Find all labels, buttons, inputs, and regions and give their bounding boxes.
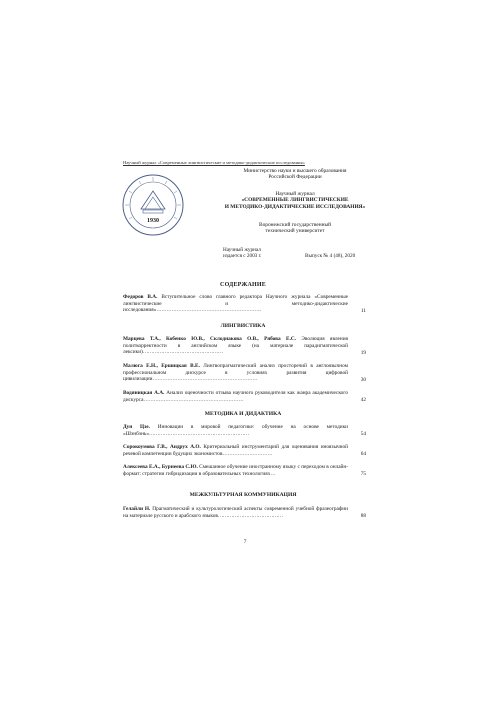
running-head: Научный журнал «Современные лингвистические и методико-дидактические исследования» xyxy=(123,160,305,165)
entry-page: 11 xyxy=(360,308,366,314)
university-line: технический университет xyxy=(265,228,325,235)
entry-title: Лингвопрагматический анализ просторечий в англоязычном профессиональном дискурсе в условиях развития цифровой цивилизации xyxy=(123,363,348,383)
since-line: издается с 2003 г. xyxy=(223,253,262,260)
entry-authors: Гелайли Н. xyxy=(123,506,151,512)
journal-title: «СОВРЕМЕННЫЕ ЛИНГВИСТИЧЕСКИЕ xyxy=(241,197,349,204)
university-seal-icon xyxy=(121,173,185,237)
page-number: 7 xyxy=(243,539,247,545)
entry-authors: Марцева Т.А., Кобенко Ю.В., Склоднакова О.В., Рябова Е.С. xyxy=(123,336,297,342)
entry-authors: Сорокоумова Г.В., Андрух А.О. xyxy=(123,444,201,450)
entry-page: 54 xyxy=(360,431,366,437)
entry-page: 64 xyxy=(360,451,366,457)
toc-entry[interactable]: Марцева Т.А., Кобенко Ю.В., Склоднакова О.В., Рябова Е.С. Эволюция явления политкорректности в английском языке (на материале парадигматической лексики)………………………………………… xyxy=(123,336,348,356)
entry-page: 30 xyxy=(360,377,366,383)
toc-entry[interactable]: Водяницкая А.А. Анализ оценочности отзыва научного руководителя как жанра академического дискурса…………………………………………………… xyxy=(123,390,348,403)
entry-page: 88 xyxy=(360,513,366,519)
entry-page: 42 xyxy=(360,397,366,403)
ministry-line: Министерство науки и высшего образования xyxy=(243,168,347,174)
toc-entry[interactable]: Малюга Е.Н., Ершицкая В.Е. Лингвопрагматический анализ просторечий в англоязычном профессиональном дискурсе в условиях развития цифровой цивилизации……………………………………………………… xyxy=(123,363,348,383)
publication-since xyxy=(223,247,261,259)
entry-authors: Малюга Е.Н., Ершицкая В.Е. xyxy=(123,363,200,369)
entry-title: Инновации в мировой педагогике: обучение на основе методики «Шэнбэнь» xyxy=(123,424,349,437)
seal-year: 1930 xyxy=(147,218,159,224)
toc-entry[interactable]: Дун Цзе. Инновации в мировой педагогике: обучение на основе методики «Шэнбэнь»…………………………………………………… xyxy=(123,424,349,437)
journal-label: Научный журнал xyxy=(275,191,315,197)
since-line: Научный журнал xyxy=(223,247,261,253)
university-block xyxy=(220,222,370,235)
entry-page: 19 xyxy=(360,350,366,356)
ministry-line: Российской Федерации xyxy=(268,174,322,181)
ministry-block xyxy=(220,168,370,181)
section-title: ЛИНГВИСТИКА xyxy=(220,323,266,329)
section-title: МЕТОДИКА И ДИДАКТИКА xyxy=(204,411,282,417)
entry-authors: Водяницкая А.А. xyxy=(123,390,165,396)
entry-page: 75 xyxy=(360,471,366,477)
entry-title: Смешанное обучение иностранному языку с переходом в онлайн-формат: стратегии гибридизации в образовательных технологиях xyxy=(123,464,348,477)
entry-title: Анализ оценочности отзыва научного руководителя как жанра академического дискурса xyxy=(123,390,348,403)
entry-title: Вступительное слово главного редактора Научного журнала «Современные лингвистические и методико-дидактические исследования» xyxy=(123,294,348,314)
toc-entry[interactable]: Алексеева Е.А., Бурнеева С.Ю. Смешанное обучение иностранному языку с переходом в онлайн-формат: стратегии гибридизации в образовательных технологиях… xyxy=(123,464,348,477)
entry-title: Эволюция явления политкорректности в английском языке (на материале парадигматической лексики) xyxy=(123,336,348,356)
toc-entry[interactable]: Гелайли Н. Прагматический и культурологический аспекты современной учебной фразеографии на материале русского и арабского языков………………………………… xyxy=(123,506,348,519)
journal-title-block xyxy=(200,191,390,210)
entry-title: Критериальный инструментарий для оценивания иноязычной речевой компетенции будущих экономистов xyxy=(123,444,348,457)
entry-title: Прагматический и культурологический аспекты современной учебной фразеографии на материале русского и арабского языков xyxy=(123,506,348,519)
entry-authors: Федоров В.А. xyxy=(123,294,158,300)
journal-title: И МЕТОДИКО-ДИДАКТИЧЕСКИЕ ИССЛЕДОВАНИЯ» xyxy=(224,203,366,210)
issue-number: Выпуск № 4 (48), 2020 xyxy=(305,253,356,259)
entry-authors: Алексеева Е.А., Бурнеева С.Ю. xyxy=(123,464,198,470)
toc-entry[interactable]: Сорокоумова Г.В., Андрух А.О. Критериальный инструментарий для оценивания иноязычной речевой компетенции будущих экономистов………………………… xyxy=(123,444,348,457)
entry-authors: Дун Цзе. xyxy=(123,424,150,430)
toc-entry[interactable]: Федоров В.А. Вступительное слово главного редактора Научного журнала «Современные лингвистические и методико-дидактические исследования»……………………………………………………… xyxy=(123,294,348,314)
section-title: МЕЖКУЛЬТУРНАЯ КОММУНИКАЦИЯ xyxy=(189,492,297,498)
toc-title: СОДЕРЖАНИЕ xyxy=(220,282,266,288)
university-line: Воронежский государственный xyxy=(258,222,332,228)
